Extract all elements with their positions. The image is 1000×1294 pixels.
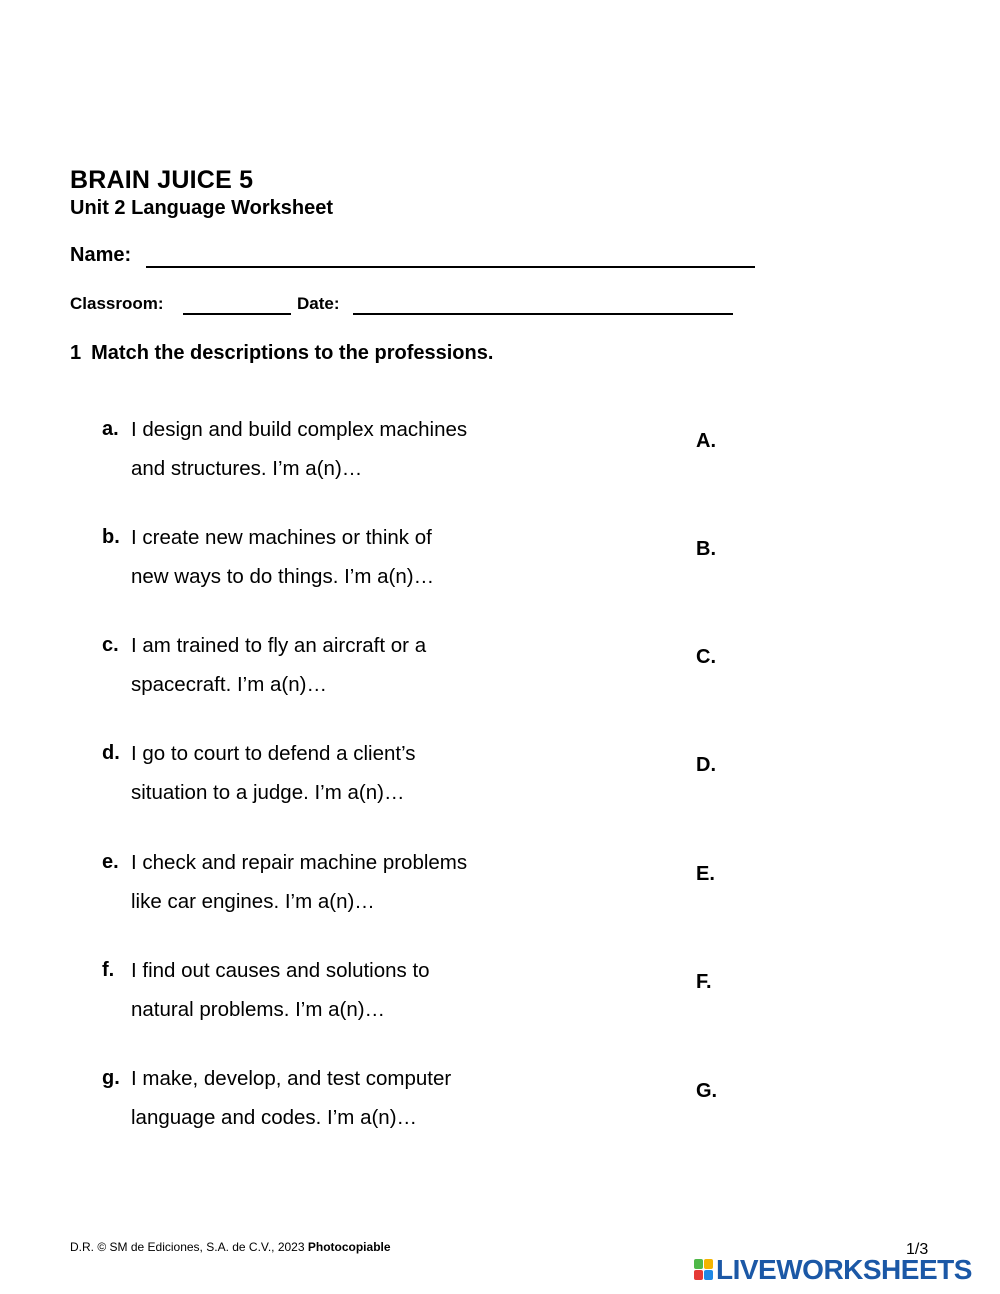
- item-letter: g.: [102, 1067, 120, 1089]
- item-text-line2: and structures. I’m a(n)…: [131, 457, 363, 480]
- classroom-label: Classroom:: [70, 294, 164, 313]
- exercise-number: 1: [70, 342, 82, 364]
- classroom-field[interactable]: [183, 313, 291, 315]
- page-number: 1/3: [906, 1241, 929, 1258]
- item-text-line1: I am trained to fly an aircraft or a: [131, 634, 427, 657]
- item-letter: b.: [102, 526, 120, 548]
- item-letter: a.: [102, 418, 119, 440]
- item-letter: e.: [102, 851, 119, 873]
- instruction-text: Match the descriptions to the professions.: [91, 342, 494, 364]
- answer-label-g[interactable]: G.: [696, 1080, 718, 1102]
- date-label: Date:: [297, 294, 340, 313]
- liveworksheets-logo[interactable]: [694, 1256, 972, 1284]
- item-text-line1: I go to court to defend a client’s: [131, 742, 416, 765]
- logo-mark-icon: [694, 1259, 714, 1281]
- name-field[interactable]: [146, 266, 755, 268]
- worksheet-subtitle: Unit 2 Language Worksheet: [70, 197, 334, 219]
- item-text-line1: I check and repair machine problems: [131, 851, 468, 874]
- answer-label-e[interactable]: E.: [696, 863, 715, 885]
- item-letter: f.: [102, 959, 115, 981]
- item-text-line2: language and codes. I’m a(n)…: [131, 1106, 418, 1129]
- item-letter: d.: [102, 742, 120, 764]
- answer-label-b[interactable]: B.: [696, 538, 716, 560]
- answer-label-d[interactable]: D.: [696, 754, 716, 776]
- date-field[interactable]: [353, 313, 733, 315]
- item-text-line1: I make, develop, and test computer: [131, 1067, 452, 1090]
- item-text-line2: like car engines. I’m a(n)…: [131, 890, 375, 913]
- item-text-line2: situation to a judge. I’m a(n)…: [131, 781, 405, 804]
- copyright-text: D.R. © SM de Ediciones, S.A. de C.V., 2023: [70, 1240, 305, 1254]
- worksheet-title: BRAIN JUICE 5: [70, 166, 254, 194]
- name-label: Name:: [70, 244, 132, 266]
- copyright-footer: [70, 1240, 391, 1254]
- item-text-line2: new ways to do things. I’m a(n)…: [131, 565, 435, 588]
- item-text-line2: natural problems. I’m a(n)…: [131, 998, 386, 1021]
- answer-label-a[interactable]: A.: [696, 430, 716, 452]
- answer-label-c[interactable]: C.: [696, 646, 716, 668]
- logo-text: LIVEWORKSHEETS: [716, 1254, 972, 1285]
- item-text-line2: spacecraft. I’m a(n)…: [131, 673, 327, 696]
- photocopiable-label: Photocopiable: [307, 1240, 391, 1254]
- item-letter: c.: [102, 634, 119, 656]
- answer-label-f[interactable]: F.: [696, 971, 712, 993]
- item-text-line1: I create new machines or think of: [131, 526, 432, 549]
- item-text-line1: I find out causes and solutions to: [131, 959, 430, 982]
- exercise-instruction: [70, 342, 493, 365]
- item-text-line1: I design and build complex machines: [131, 418, 468, 441]
